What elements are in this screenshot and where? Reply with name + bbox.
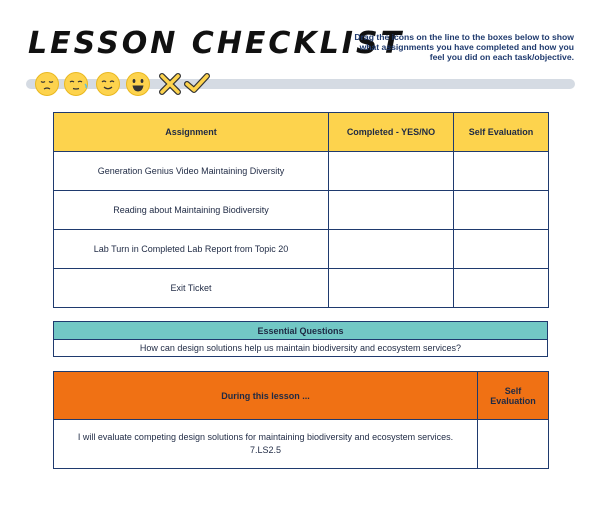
- objective-self-evaluation-cell[interactable]: [478, 420, 549, 469]
- happy-face-icon[interactable]: [125, 71, 151, 97]
- lesson-checklist-table: [53, 112, 549, 308]
- completed-cell[interactable]: [329, 230, 454, 269]
- neutral-face-icon[interactable]: [63, 71, 89, 97]
- self-evaluation-cell[interactable]: [454, 269, 549, 308]
- table-row: [54, 230, 549, 269]
- essential-question-text: How can design solutions help us maintain biodiversity and ecosystem services?: [54, 340, 548, 357]
- objective-self-evaluation-header: Self Evaluation: [478, 372, 549, 420]
- standard-code: 7.LS2.5: [249, 445, 282, 455]
- table-row: [54, 420, 549, 469]
- objective-cell: [54, 420, 478, 469]
- slight-smile-face-icon[interactable]: [95, 71, 121, 97]
- x-mark-icon[interactable]: [157, 71, 183, 97]
- table-row: [54, 191, 549, 230]
- assignment-cell: Generation Genius Video Maintaining Diversity: [54, 152, 329, 191]
- completed-cell[interactable]: [329, 152, 454, 191]
- during-lesson-header: During this lesson ...: [54, 372, 478, 420]
- check-mark-icon[interactable]: [184, 71, 210, 97]
- completed-cell[interactable]: [329, 191, 454, 230]
- self-evaluation-cell[interactable]: [454, 152, 549, 191]
- header-completed: Completed - YES/NO: [329, 113, 454, 152]
- header-assignment: Assignment: [54, 113, 329, 152]
- essential-questions-header: Essential Questions: [54, 322, 548, 340]
- header-self-evaluation: Self Evaluation: [454, 113, 549, 152]
- sad-face-icon[interactable]: [34, 71, 60, 97]
- lesson-objectives-table: [53, 371, 549, 469]
- self-evaluation-cell[interactable]: [454, 191, 549, 230]
- assignment-cell: Exit Ticket: [54, 269, 329, 308]
- instructions-text: Drag the icons on the line to the boxes below to show what assignments you have completed and how you feel you did on each task/objective.: [354, 32, 574, 62]
- table-row: [54, 152, 549, 191]
- page-title: LESSON CHECKLIST: [28, 26, 405, 61]
- completed-cell[interactable]: [329, 269, 454, 308]
- table-row: [54, 269, 549, 308]
- assignment-cell: Lab Turn in Completed Lab Report from Topic 20: [54, 230, 329, 269]
- assignment-cell: Reading about Maintaining Biodiversity: [54, 191, 329, 230]
- self-evaluation-cell[interactable]: [454, 230, 549, 269]
- essential-questions-table: [53, 321, 548, 357]
- objective-statement: I will evaluate competing design solutions for maintaining biodiversity and ecosystem services.: [77, 432, 454, 442]
